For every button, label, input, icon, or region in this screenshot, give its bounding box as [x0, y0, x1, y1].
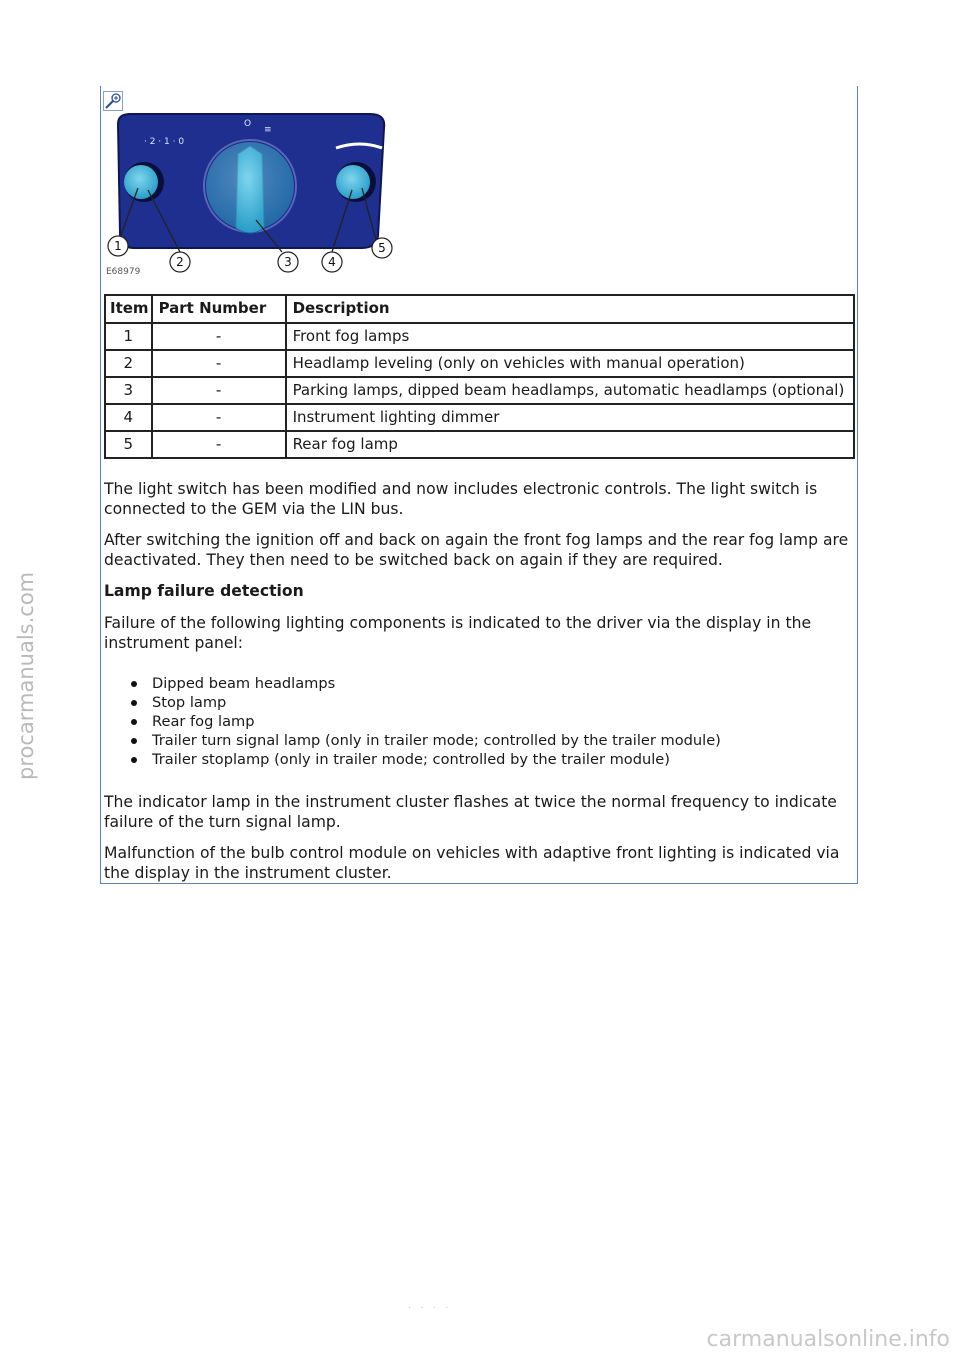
cell-item: 2 — [105, 350, 152, 377]
bullet-list — [130, 674, 721, 769]
paragraph-ignition: After switching the ignition off and back on again the front fog lamps and the rear fog lamp are deactivated. They then need to be switched back on again if they are required. — [104, 531, 849, 569]
header-part-number: Part Number — [152, 295, 286, 323]
light-switch-illustration — [104, 110, 396, 278]
cell-item: 4 — [105, 404, 152, 431]
cell-part: - — [152, 323, 286, 350]
cell-description: Rear fog lamp — [286, 431, 854, 458]
watermark-side: procarmanuals.com — [14, 571, 38, 780]
list-item: Trailer turn signal lamp (only in trailer mode; controlled by the trailer module) — [130, 731, 721, 750]
list-item: Dipped beam headlamps — [130, 674, 721, 693]
cell-part: - — [152, 350, 286, 377]
table-row — [105, 350, 854, 377]
callout-1: 1 — [114, 239, 122, 253]
cell-item: 1 — [105, 323, 152, 350]
svg-text:O: O — [244, 119, 252, 129]
svg-text:≡: ≡ — [264, 125, 272, 135]
table-row — [105, 377, 854, 404]
figure-id: E68979 — [106, 267, 141, 277]
cell-description: Instrument lighting dimmer — [286, 404, 854, 431]
list-item: Trailer stoplamp (only in trailer mode; controlled by the trailer module) — [130, 750, 721, 769]
callout-2: 2 — [176, 255, 184, 269]
cell-description: Headlamp leveling (only on vehicles with manual operation) — [286, 350, 854, 377]
table-row — [105, 404, 854, 431]
callout-5: 5 — [378, 241, 386, 255]
cell-item: 3 — [105, 377, 152, 404]
paragraph-light-switch: The light switch has been modified and now includes electronic controls. The light switch is connected to the GEM via the LIN bus. — [104, 480, 818, 518]
cell-part: - — [152, 431, 286, 458]
watermark-bottom: carmanualsonline.info — [706, 1327, 950, 1352]
cell-description: Front fog lamps — [286, 323, 854, 350]
table-row — [105, 431, 854, 458]
paragraph-malfunction: Malfunction of the bulb control module on vehicles with adaptive front lighting is indicated via the display in the instrument cluster. — [104, 844, 840, 882]
zoom-icon[interactable] — [103, 91, 123, 111]
cell-item: 5 — [105, 431, 152, 458]
callout-3: 3 — [284, 255, 292, 269]
callout-4: 4 — [328, 255, 336, 269]
cell-part: - — [152, 404, 286, 431]
svg-text:· 2 · 1 · 0: · 2 · 1 · 0 — [144, 137, 185, 147]
paragraph-failure: Failure of the following lighting components is indicated to the driver via the display in the instrument panel: — [104, 614, 812, 652]
table-header-row — [105, 295, 854, 323]
paragraph-indicator: The indicator lamp in the instrument cluster flashes at twice the normal frequency to indicate failure of the turn signal lamp. — [104, 793, 837, 831]
parts-table — [104, 294, 855, 459]
cell-description: Parking lamps, dipped beam headlamps, automatic headlamps (optional) — [286, 377, 854, 404]
header-item: Item — [105, 295, 152, 323]
header-description: Description — [286, 295, 854, 323]
cell-part: - — [152, 377, 286, 404]
table-row — [105, 323, 854, 350]
list-item: Stop lamp — [130, 693, 721, 712]
section-heading: Lamp failure detection — [104, 582, 304, 600]
list-item: Rear fog lamp — [130, 712, 721, 731]
page-number: · · · · — [408, 1303, 452, 1314]
